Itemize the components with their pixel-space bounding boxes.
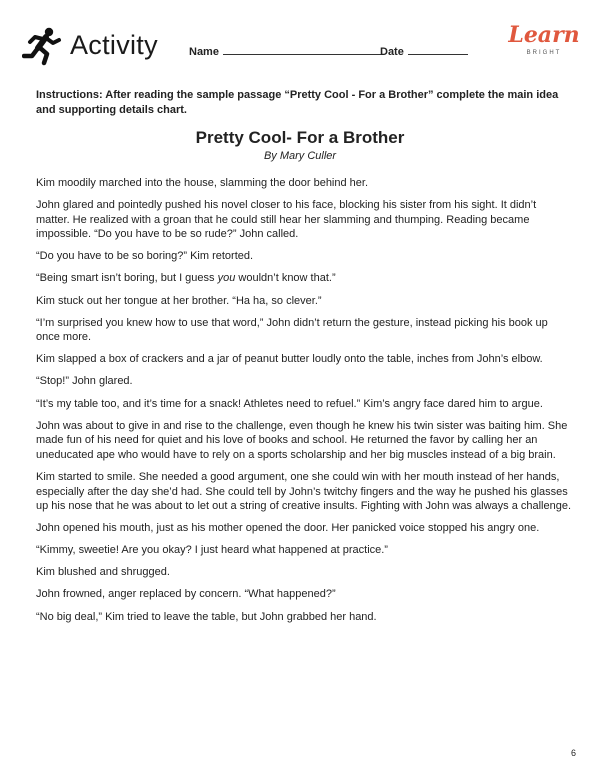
running-person-icon bbox=[22, 26, 62, 66]
logo-word: Learn bbox=[508, 22, 580, 48]
story-paragraph bbox=[36, 543, 572, 558]
story-paragraph bbox=[36, 176, 572, 191]
paragraph-text: John glared and pointedly pushed his novel closer to his face, blocking his sister from his sight. It didn’t matter. He realized with a groan that he could still hear her slamming and thumping. Reading became impossible. “Do you have to be so rude?” John called. bbox=[36, 199, 537, 241]
story-paragraph bbox=[36, 271, 572, 286]
date-label: Date bbox=[380, 46, 404, 58]
paragraph-text: Kim started to smile. She needed a good argument, one she could win with her mouth instead of her hands, especially after the day she’d had. She could tell by John’s twitchy fingers and the way he pushed his glasses up his nose that he was about to let out a string of creative insults. Fighting with John was always a challenge. bbox=[36, 470, 572, 513]
paragraph-text: wouldn’t know that.” bbox=[235, 272, 336, 285]
paragraph-text: “Being smart isn’t boring, but I guess bbox=[36, 272, 218, 285]
paragraph-text: “Kimmy, sweetie! Are you okay? I just heard what happened at practice.” bbox=[36, 544, 388, 557]
story-title: Pretty Cool- For a Brother bbox=[195, 128, 405, 147]
story-paragraph bbox=[36, 565, 572, 580]
story-paragraph bbox=[36, 610, 572, 625]
paragraph-text: Kim blushed and shrugged. bbox=[36, 566, 170, 579]
name-line[interactable] bbox=[223, 44, 381, 55]
page-number: 6 bbox=[570, 748, 576, 758]
story-paragraph bbox=[36, 198, 572, 242]
story-passage bbox=[36, 176, 572, 632]
paragraph-text: “Stop!” John glared. bbox=[36, 375, 133, 388]
paragraph-text: “Do you have to be so boring?” Kim retorted. bbox=[36, 250, 254, 263]
logo-subtext: BRIGHT bbox=[526, 50, 562, 56]
story-paragraph bbox=[36, 521, 572, 536]
story-paragraph bbox=[36, 419, 572, 463]
story-paragraph bbox=[36, 294, 572, 309]
paragraph-text: Kim moodily marched into the house, slamming the door behind her. bbox=[36, 177, 369, 189]
paragraph-text: John was about to give in and rise to the challenge, even though he knew his twin sister was baiting him. She made fun of his need for quiet and his love of books and school. He returned the favor by calling her an uneducated ape who would have to rely on a sports scholarship and her big muscles instead of a big brain. bbox=[36, 419, 568, 461]
story-paragraph bbox=[36, 397, 572, 412]
story-paragraph bbox=[36, 316, 572, 345]
learn-bright-logo bbox=[508, 22, 580, 68]
story-paragraph bbox=[36, 249, 572, 264]
story-paragraph bbox=[36, 374, 572, 389]
story-byline: By Mary Culler bbox=[263, 150, 337, 162]
story-paragraph bbox=[36, 587, 572, 602]
story-paragraph bbox=[36, 352, 572, 367]
paragraph-text: “It’s my table too, and it’s time for a snack! Athletes need to refuel.” Kim’s angry face dared him to argue. bbox=[36, 397, 543, 410]
date-field[interactable] bbox=[380, 44, 468, 58]
paragraph-text: you bbox=[217, 272, 236, 285]
story-paragraph bbox=[36, 470, 572, 514]
paragraph-text: Kim stuck out her tongue at her brother. “Ha ha, so clever.” bbox=[36, 294, 322, 307]
page-header bbox=[22, 22, 582, 72]
paragraph-text: John opened his mouth, just as his mother opened the door. Her panicked voice stopped his angry one. bbox=[36, 522, 540, 535]
name-field[interactable] bbox=[189, 44, 381, 58]
paragraph-text: “No big deal,” Kim tried to leave the table, but John grabbed her hand. bbox=[36, 610, 377, 623]
paragraph-text: “I’m surprised you knew how to use that word,” John didn’t return the gesture, instead picking his book up once more. bbox=[36, 316, 548, 344]
date-line[interactable] bbox=[408, 44, 468, 55]
paragraph-text: Kim slapped a box of crackers and a jar of peanut butter loudly onto the table, inches from John’s elbow. bbox=[36, 353, 543, 366]
activity-heading: Activity bbox=[70, 30, 158, 60]
instructions: Instructions: After reading the sample passage “Pretty Cool - For a Brother” complete the main idea and supporting details chart. bbox=[36, 89, 559, 116]
paragraph-text: John frowned, anger replaced by concern. “What happened?” bbox=[36, 588, 336, 601]
name-label: Name bbox=[189, 46, 219, 58]
